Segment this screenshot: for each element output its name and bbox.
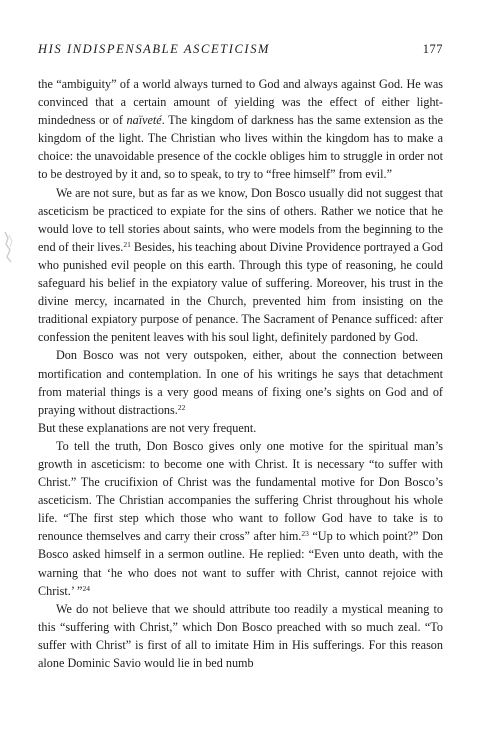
text-run: “Up to which point?” Don Bosco asked himself in a sermon outline. He replied: “Even unto death, with the warning that ‘he who does not want to suffer with Christ, cannot rejoice with Christ.’ ” [38,529,443,598]
page-header [38,42,443,57]
text-run: . The kingdom of darkness has the same extension as the kingdom of the light. The Christian who lives within the kingdom has to make a choice: the unavoidable presence of the cockle obliges him to struggle in order not to be destroyed by it and, so to speak, to try to “free himself” from evil.” [38,113,443,182]
footnote-ref: 24 [82,583,90,593]
italic-text: naïveté [126,113,162,128]
text-run: Besides, his teaching about Divine Providence portrayed a God who punished evil people on this earth. Through this type of reasoning, he could safeguard his belief in the expiatory value of suffering. Moreover, his trust in the divine mercy, incarnated in the Church, prevented him from insisting on the traditional expiatory purpose of penance. The Sacrament of Penance sufficed: after confession the penitent leaves with his soul light, definitely pardoned by God. [38,239,443,345]
paragraph [38,419,443,437]
paragraph [38,437,443,600]
text-run: We are not sure, but as far as we know, Don Bosco usually did not suggest that asceticism be practiced to expiate for the sins of others. Rather we notice that he would love to tell stories about saints, who were models from the beginning to the end of their lives. [38,185,443,254]
footnote-ref: 23 [301,529,309,539]
footnote-ref: 22 [177,402,186,412]
text-run: Don Bosco was not very outspoken, either, about the connection between mortification and contemplation. In one of his writings he says that detachment from material things is a very good means of fixing one’s sights on God and of praying without distractions. [38,348,443,417]
running-head: HIS INDISPENSABLE ASCETICISM [38,42,271,56]
text-run: the “ambiguity” of a world always turned to God and always against God. He was convinced that a certain amount of yielding was the effect of either light-mindedness or of [38,77,443,128]
text-run: But these explanations are not very frequent. [38,420,257,435]
paragraph [38,75,443,184]
page-number: 177 [422,42,443,56]
text-run: To tell the truth, Don Bosco gives only one motive for the spiritual man’s growth in asceticism: to become one with Christ. It is necessary “to suffer with Christ.” The crucifixion of Christ was the fundamental motive for Don Bosco’s asceticism. The Christian accompanies the suffering Christ throughout his whole life. “The first step which those who want to follow God have to take is to renounce themselves and carry their cross” after him. [38,438,443,544]
paragraph [38,346,443,418]
text-run: We do not believe that we should attribute too readily a mystical meaning to this “suffering with Christ,” which Don Bosco preached with so much zeal. “To suffer with Christ” is first of all to imitate Him in His sufferings. For this reason alone Dominic Savio would lie in bed numb [38,601,443,670]
book-page [38,42,443,672]
body-text [38,75,443,672]
footnote-ref: 21 [123,239,131,249]
paragraph [38,600,443,672]
margin-smudge [2,230,16,264]
paragraph [38,184,443,347]
